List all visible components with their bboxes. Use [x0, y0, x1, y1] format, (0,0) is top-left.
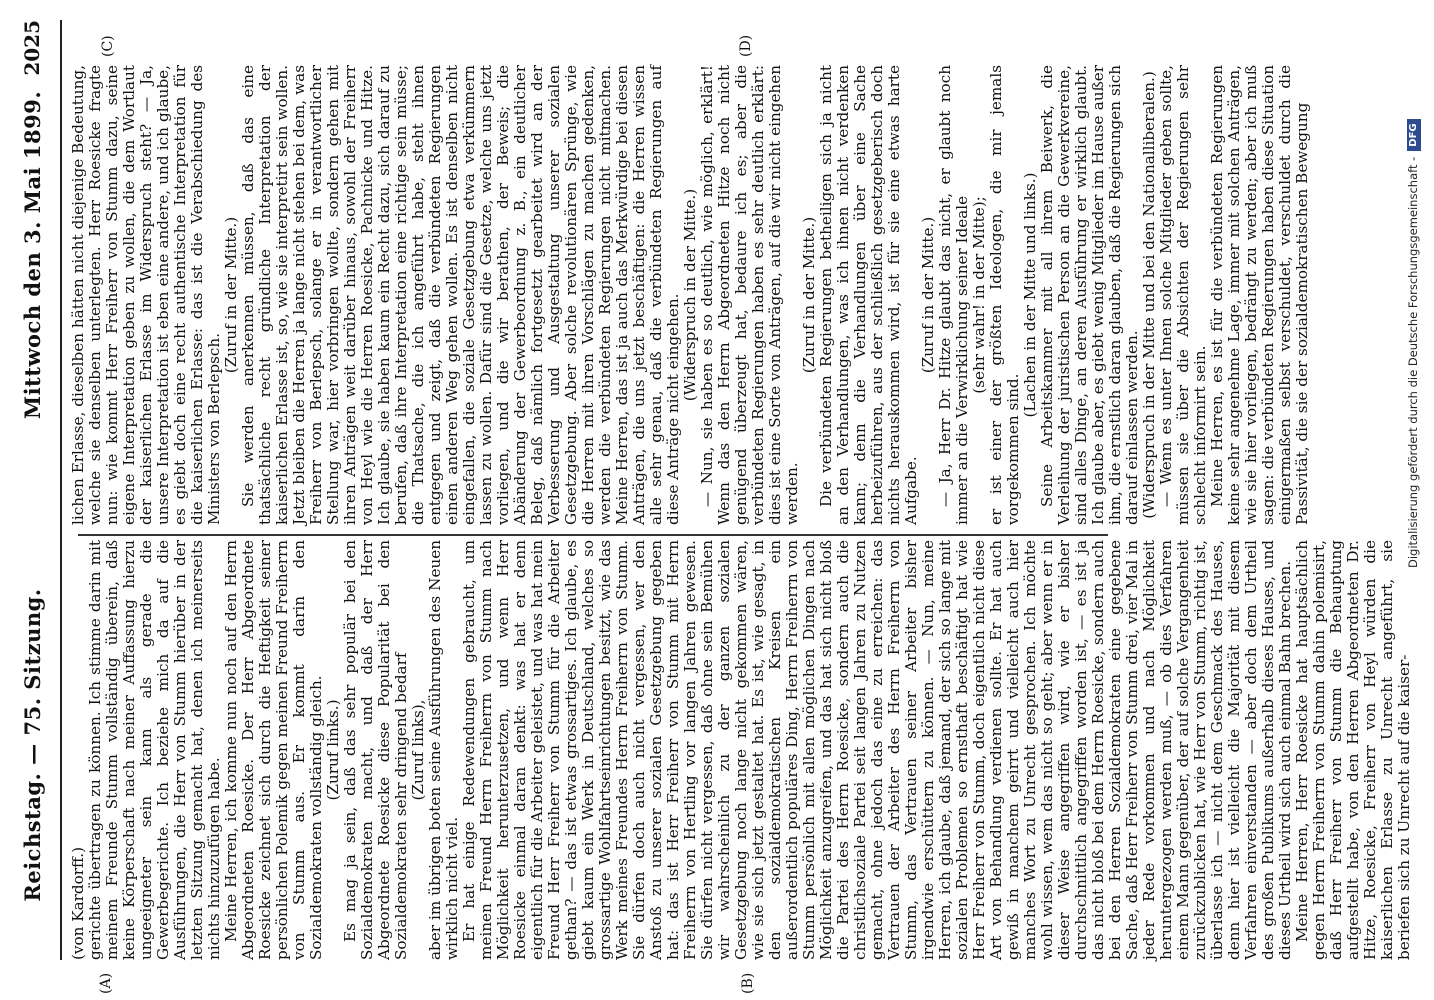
- paragraph: Sie werden anerkennen müssen, daß das eine thatsächliche recht gründliche Interpretation der kaiserlichen Erlasse ist, so, wie sie interpretirt sein wollen. Jetzt bleiben die Herren ja lange nicht stehen bei dem, was Freiherr von Berlepsch, solange er in verantwortlicher Stellung war, hier vorbringen wollte, sondern gehen mit ihren Anträgen weit darüber hinaus, sowohl der Freiherr von Heyl wie die Herren Roesicke, Pachnicke und Hitze. Ich glaube, sie haben kaum ein Recht dazu, sich darauf zu berufen, daß ihre Interpretation eine richtige sein müsse; die Thatsache, die ich angeführt habe, steht ihnen entgegen und zeigt, daß die verbündeten Regierungen einen anderen Weg gehen wollen. Es ist denselben nicht eingefallen, die soziale Gesetzgebung etwa verkümmern lassen zu wollen. Dafür sind die Gesetze, welche uns jetzt vorliegen, und die wir berathen, der Beweis; die Abänderung der Gewerbeordnung z. B., ein deutlicher Beleg, daß nämlich fortgesetzt gearbeitet wird an der Verbesserung und Ausgestaltung unserer sozialen Gesetzgebung. Aber solche revolutionären Sprünge, wie die Herren mit ihren Vorschlägen zu machen gedenken, werden die verbündeten Regierungen nicht mitmachen. Meine Herren, das ist ja auch das Merkwürdige bei diesen Anträgen, die uns jetzt beschäftigen: die Herren wissen alle sehr genau, daß die verbündeten Regierungen auf diese Anträge nicht eingehen.: [239, 65, 682, 525]
- paragraph: Meine Herren, Herr Roesicke hat hauptsächlich gegen Herrn Freiherrn von Stumm dahin polemisirt, daß Herr Freiherr von Stumm die Behauptung aufgestellt habe, von den Herren Abgeordneten Dr. Hitze, Roesicke, Freiherr von Heyl würden die kaiserlichen Erlasse zu Unrecht angeführt, sie beriefen sich zu Unrecht auf die kaiser-: [1293, 540, 1413, 960]
- paragraph: Meine Herren, ich komme nun noch auf den Herrn Abgeordneten Roesicke. Der Herr Abgeordnete Roesicke zeichnet sich durch die Heftigkeit seiner persönlichen Polemik gegen meinen Freund Freiherrn von Stumm aus. Er kommt darin den Sozialdemokraten vollständig gleich.: [222, 540, 325, 960]
- dfg-logo: DFG: [1407, 119, 1421, 150]
- interjection: (Widerspruch in der Mitte.): [681, 188, 699, 402]
- paragraph: gerichte übertragen zu können. Ich stimme darin mit meinem Freunde Stumm vollständig überein, daß keine Körperschaft nach meiner Auffassung hierzu ungeeigneter sein kann als gerade die Gewerbegerichte. Ich beziehe mich da auf die Ausführungen, die Herr von Stumm hierüber in der letzten Sitzung gemacht hat, denen ich meinerseits nichts hinzuzufügen habe.: [86, 540, 223, 960]
- margin-marker-a: (A): [98, 972, 114, 994]
- text-column-left: [69, 540, 1413, 960]
- credit-text: Digitalisierung gefördert durch die Deutsche Forschungsgemeinschaft -: [1406, 156, 1420, 568]
- interjection: (Zuruf in der Mitte.): [800, 216, 818, 374]
- interjection: (sehr wahr! in der Mitte);: [970, 196, 988, 394]
- header-right-title: Mittwoch den 3. Mai 1899.: [20, 90, 45, 420]
- text-column-right: [69, 65, 1311, 525]
- paragraph: — Wenn es unter Ihnen solche Mitglieder geben sollte, müssen sie über die Absichten der Regierungen sehr schlecht informirt sein.: [1157, 65, 1209, 525]
- interjection: (Zuruf in der Mitte.): [222, 216, 240, 374]
- paragraph: — Nun, sie haben es so deutlich, wie möglich, erklärt! Wenn das den Herrn Abgeordneten Hitze noch nicht genügend überzeugt hat, bedaure ich es; aber die verbündeten Regierungen haben es sehr deutlich erklärt: dies ist eine Sorte von Anträgen, auf die wir nicht eingehen werden.: [698, 65, 801, 525]
- paragraph: Die verbündeten Regierungen betheiligen sich ja nicht an den Verhandlungen, was ich ihnen nicht verdenken kann; denn die Verhandlungen über eine Sache herbeizuführen, aus der schließlich gesetzgeberisch doch nichts herauskommen wird, ist für sie eine etwas harte Aufgabe.: [817, 65, 920, 525]
- digitization-credit: [1398, 8, 1428, 568]
- interjection: (Zuruf in der Mitte.): [919, 216, 937, 374]
- interjection: (Zuruf links),: [409, 699, 427, 801]
- interjection: (Widerspruch in der Mitte und bei den Nationalliberalen.): [1140, 71, 1158, 519]
- page-number: 2025: [20, 20, 44, 76]
- paragraph: lichen Erlasse, dieselben hätten nicht diejenige Bedeutung, welche sie denselben unterlegten. Herr Roesicke fragte nun: wie kommt Herr Freiherr von Stumm dazu, seine eigene Interpretation geben zu wollen, die dem Wortlaut der kaiserlichen Erlasse im Widerspruch steht? — Ja, unsere Interpretation ist eben eine andere, und ich glaube, es giebt doch eine recht authentische Interpretation für die kaiserlichen Erlasse: das ist die Verabschiedung des Ministers von Berlepsch.: [69, 65, 223, 525]
- header-left-title: Reichstag. — 75. Sitzung.: [20, 588, 45, 902]
- margin-marker-d: (D): [738, 34, 754, 57]
- interjection: (Zuruf links.): [324, 699, 342, 801]
- margin-marker-c: (C): [100, 35, 116, 57]
- paragraph: er ist einer der größten Ideologen, die mir jemals vorgekommen sind.: [987, 65, 1022, 525]
- paragraph: aber im übrigen boten seine Ausführungen des Neuen wirklich nicht viel.: [426, 540, 461, 960]
- column-divider: [78, 534, 1108, 536]
- paragraph: Seine Arbeitskammer mit all ihrem Beiwerk, die Verleihung der juristischen Person an die Gewerkvereine, sind alles Dinge, an deren Ausführung er wirklich glaubt. Ich glaube aber, es giebt wenig Mitglieder im Hause außer ihm, die ernstlich daran glauben, daß die Regierungen sich darauf einlassen werden.: [1038, 65, 1141, 525]
- paragraph: (von Kardorff.): [69, 846, 87, 960]
- paragraph: — Ja, Herr Dr. Hitze glaubt das nicht, er glaubt noch immer an die Verwirklichung seiner Ideale: [936, 65, 971, 525]
- page-header: [0, 20, 58, 960]
- header-rule: [60, 20, 62, 960]
- paragraph: Er hat einige Redewendungen gebraucht, um meinen Freund Herrn Freiherrn von Stumm nach Möglichkeit herunterzusetzen, und wenn Herr Roesicke einmal daran denkt: was hat er denn eigentlich für die Arbeiter geleistet, und was hat mein Freund Herr Freiherr von Stumm für die Arbeiter gethan? — das ist etwas grossartiges. Ich glaube, es giebt kaum ein Werk in Deutschland, welches so grossartige Wohlfahrtseinrichtungen besitzt, wie das Werk meines Freundes Herrn Freiherrn von Stumm. Sie dürfen doch auch nicht vergessen, wer den Anstoß zu unserer sozialen Gesetzgebung gegeben hat: das ist Herr Freiherr von Stumm mit Herrn Freiherrn von Hertling vor langen Jahren gewesen. Sie dürfen nicht vergessen, daß ohne sein Bemühen wir wahrscheinlich zu der ganzen sozialen Gesetzgebung noch lange nicht gekommen wären, wie sie sich jetzt gestaltet hat. Es ist, wie gesagt, in den sozialdemokratischen Kreisen ein außerordentlich populäres Ding, Herrn Freiherrn von Stumm persönlich mit allen möglichen Dingen nach Möglichkeit anzugreifen, und das hat sich nicht bloß die Partei des Herrn Roesicke, sondern auch die christlichsoziale Partei seit langen Jahren zu Nutzen gemacht, ohne jedoch das eine zu erreichen: das Vertrauen der Arbeiter des Herrn Freiherrn von Stumm, das Vertrauen seiner Arbeiter bisher irgendwie erschüttern zu können. — Nun, meine Herren, ich glaube, daß jemand, der sich so lange mit sozialen Problemen so ernsthaft beschäftigt hat wie Herr Freiherr von Stumm, doch eigentlich nicht diese Art von Behandlung verdienen sollte. Er hat auch gewiß in manchem geirrt und vielleicht auch hier manches Wort zu Unrecht gesprochen. Ich möchte wohl wissen, wem das nicht so geht; aber wenn er in dieser Weise angegriffen wird, wie er bisher durchschnittlich angegriffen worden ist, — es ist ja das nicht bloß bei dem Herrn Roesicke, sondern auch bei den Herren Sozialdemokraten eine gegebene Sache, daß Herr Freiherr von Stumm drei, vier Mal in jeder Rede vorkommen und nach Möglichkeit heruntergezogen werden muß, — ob dies Verfahren einem Mann gegenüber, der auf solche Vergangenheit zurückzublicken hat, wie Herr von Stumm, richtig ist, überlasse ich — nicht dem Geschmack des Hauses, denn hier ist vielleicht die Majorität mit diesem Verfahren einverstanden — aber doch dem Urtheil des großen Publikums außerhalb dieses Hauses, und dieses Urtheil wird sich auch einmal Bahn brechen.: [460, 540, 1294, 960]
- interjection: (Lachen in der Mitte und links.): [1021, 172, 1039, 418]
- margin-marker-b: (B): [740, 972, 756, 994]
- paragraph: Meine Herren, es ist für die verbündeten Regierungen keine sehr angenehme Lage, immer mit solchen Anträgen, wie sie hier vorliegen, bedrängt zu werden; aber ich muß sagen: die verbündeten Regierungen haben diese Situation einigermaßen selbst verschuldet, verschuldet durch die Passivität, die sie der sozialdemokratischen Bewegung: [1208, 65, 1311, 525]
- paragraph: Es mag ja sein, daß das sehr populär bei den Sozialdemokraten macht, und daß der Herr Abgeordnete Roesicke diese Popularität bei den Sozialdemokraten sehr dringend bedarf: [341, 540, 410, 960]
